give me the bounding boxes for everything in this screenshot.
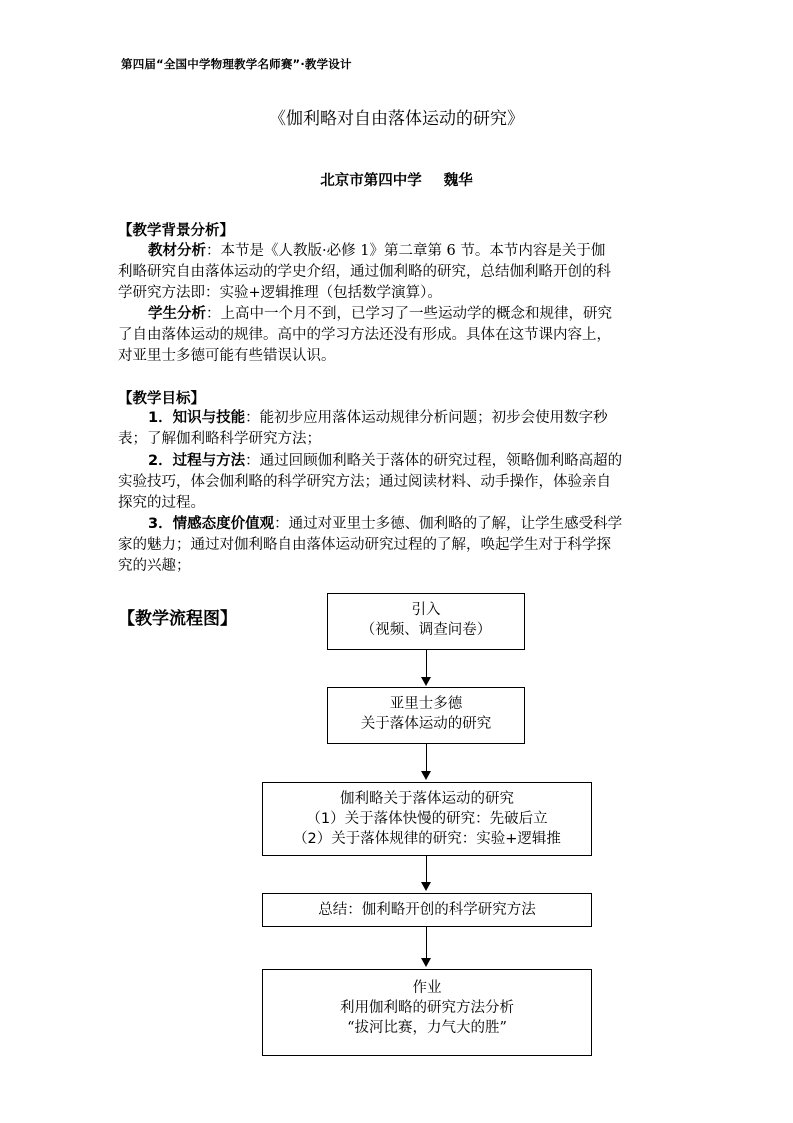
material-line-1: ：本节是《人教版·必修 1》第二章第 6 节。本节内容是关于伽 <box>206 243 606 259</box>
flow-arrow-3 <box>426 856 427 883</box>
material-analysis <box>118 241 678 304</box>
flow-arrowhead-1 <box>421 677 431 686</box>
flow-step-5-line-1: 作业 <box>412 980 442 996</box>
author-school: 北京市第四中学 <box>320 173 422 189</box>
goal-3-line-1: ：通过对亚里士多德、伽利略的了解，让学生感受科学 <box>274 516 623 532</box>
student-line-1: ：上高中一个月不到，已学习了一些运动学的概念和规律，研究 <box>206 306 612 322</box>
student-label: 学生分析 <box>148 306 206 322</box>
student-analysis <box>118 304 678 367</box>
flow-step-summary <box>262 893 592 927</box>
flow-step-2-line-2: 关于落体运动的研究 <box>360 716 492 732</box>
goal-knowledge <box>118 408 678 450</box>
material-label: 教材分析 <box>148 243 206 259</box>
flow-step-galileo <box>262 782 592 856</box>
document-title: 《伽利略对自由落体运动的研究》 <box>269 109 524 129</box>
goal-2-line-2: 实验技巧，体会伽利略的科学研究方法；通过阅读材料、动手操作，体验亲自 <box>118 474 611 490</box>
flow-step-2-line-1: 亚里士多德 <box>389 696 463 712</box>
goal-2-line-1: ：通过回顾伽利略关于落体的研究过程，领略伽利略高超的 <box>245 453 623 469</box>
flow-step-1-line-2: （视频、调查问卷） <box>360 622 492 638</box>
material-line-2: 利略研究自由落体运动的学史介绍，通过伽利略的研究，总结伽利略开创的科 <box>118 264 611 280</box>
flow-step-1-line-1: 引入 <box>411 602 441 618</box>
flow-arrow-4 <box>426 927 427 959</box>
author-line <box>0 169 793 190</box>
flow-arrow-1 <box>426 650 427 678</box>
goals-heading: 【教学目标】 <box>118 391 205 407</box>
flow-step-3-line-3: （2）关于落体规律的研究：实验+逻辑推 <box>293 831 561 847</box>
flow-step-4-line-1: 总结：伽利略开创的科学研究方法 <box>318 902 536 918</box>
student-line-3: 对亚里士多德可能有些错误认识。 <box>118 348 336 364</box>
goal-2-label: 2．过程与方法 <box>148 453 246 469</box>
flowchart-heading: 【教学流程图】 <box>118 609 237 629</box>
flow-arrow-2 <box>426 744 427 772</box>
flow-step-homework <box>262 969 592 1056</box>
flow-step-3-line-1: 伽利略关于落体运动的研究 <box>340 791 514 807</box>
student-line-2: 了自由落体运动的规律。高中的学习方法还没有形成。具体在这节课内容上， <box>118 327 611 343</box>
flow-arrowhead-2 <box>421 771 431 780</box>
flow-step-5-line-3: “拔河比赛，力气大的胜” <box>347 1020 507 1036</box>
flow-step-aristotle <box>327 687 525 744</box>
flow-arrowhead-4 <box>421 958 431 967</box>
goal-3-line-2: 家的魅力；通过对伽利略自由落体运动研究过程的了解，唤起学生对于科学探 <box>118 537 611 553</box>
goal-3-label: 3．情感态度价值观 <box>148 516 275 532</box>
goal-2-line-3: 探究的过程。 <box>118 495 205 511</box>
goal-1-label: 1．知识与技能 <box>148 410 246 426</box>
flow-step-5-line-2: 利用伽利略的研究方法分析 <box>340 1000 514 1016</box>
goal-3-line-3: 究的兴趣； <box>118 558 191 574</box>
page-header: 第四届“全国中学物理教学名师赛”·教学设计 <box>121 57 352 71</box>
material-line-3: 学研究方法即：实验+逻辑推理（包括数学演算）。 <box>118 285 442 301</box>
flow-arrowhead-3 <box>421 882 431 891</box>
goal-process <box>118 451 678 514</box>
goal-emotion <box>118 514 678 577</box>
goal-1-line-2: 表；了解伽利略科学研究方法； <box>118 431 321 447</box>
goal-1-line-1: ：能初步应用落体运动规律分析问题；初步会使用数字秒 <box>245 410 608 426</box>
author-name: 魏华 <box>443 173 473 189</box>
background-heading: 【教学背景分析】 <box>118 223 234 239</box>
flow-step-intro <box>327 593 525 650</box>
flow-step-3-line-2: （1）关于落体快慢的研究：先破后立 <box>306 811 548 827</box>
